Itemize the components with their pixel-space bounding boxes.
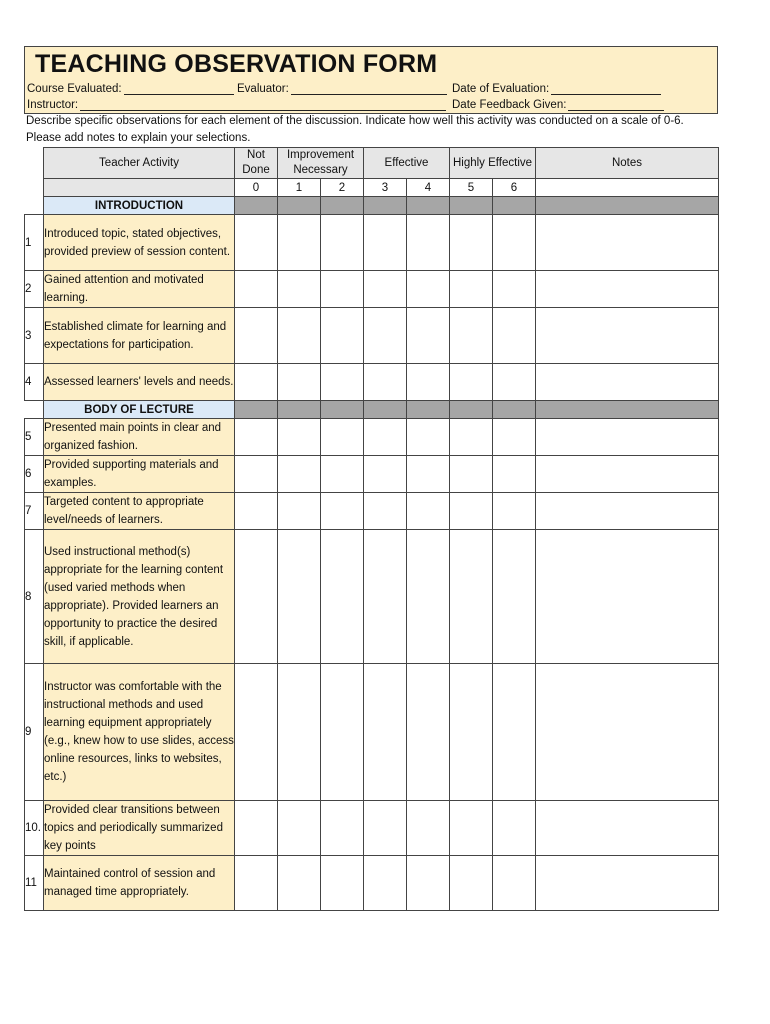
row-number: 4 [25,364,44,401]
rating-cell[interactable] [407,530,450,664]
rating-cell[interactable] [450,664,493,801]
rating-cell[interactable] [450,271,493,308]
scale-0: 0 [235,179,278,197]
rating-cell[interactable] [407,801,450,856]
section-shade [536,197,719,215]
rating-cell[interactable] [364,530,407,664]
rating-cell[interactable] [364,308,407,364]
rating-cell[interactable] [235,271,278,308]
activity-text: Presented main points in clear and organized fashion. [44,419,235,456]
rating-cell[interactable] [450,801,493,856]
rating-cell[interactable] [278,364,321,401]
rating-cell[interactable] [364,456,407,493]
section-shade [364,401,407,419]
notes-cell[interactable] [536,530,719,664]
rating-cell[interactable] [364,419,407,456]
form-title: TEACHING OBSERVATION FORM [35,50,438,78]
table-row [25,419,719,456]
scale-4: 4 [407,179,450,197]
section-shade [450,197,493,215]
date-of-evaluation-blank[interactable] [551,83,661,95]
activity-text: Used instructional method(s) appropriate for the learning content (used varied methods when appropriate). Provided learners an opportunity to practice the desired skill, if applicable. [44,530,235,664]
rating-cell[interactable] [493,856,536,911]
section-row [25,401,719,419]
course-evaluated-field[interactable] [27,83,234,95]
notes-cell[interactable] [536,856,719,911]
blank-corner [25,148,44,197]
section-title-body-of-lecture: BODY OF LECTURE [44,401,235,419]
row-number: 10. [25,801,44,856]
notes-cell[interactable] [536,271,719,308]
rating-cell[interactable] [278,493,321,530]
header-teacher-activity: Teacher Activity [44,148,235,179]
row-number: 9 [25,664,44,801]
date-feedback-label: Date Feedback Given: [452,99,567,111]
rating-cell[interactable] [450,530,493,664]
course-evaluated-blank[interactable] [124,83,234,95]
activity-text: Instructor was comfortable with the instructional methods and used learning equipment appropriately (e.g., knew how to use slides, access online resources, links to websites, etc.) [44,664,235,801]
rating-cell[interactable] [235,856,278,911]
rating-cell[interactable] [407,419,450,456]
activity-text: Introduced topic, stated objectives, provided preview of session content. [44,215,235,271]
rating-cell[interactable] [235,801,278,856]
rating-cell[interactable] [278,419,321,456]
notes-cell[interactable] [536,493,719,530]
notes-cell[interactable] [536,419,719,456]
rating-cell[interactable] [493,493,536,530]
notes-cell[interactable] [536,456,719,493]
rating-cell[interactable] [235,308,278,364]
rating-cell[interactable] [321,419,364,456]
row-number: 8 [25,530,44,664]
instructor-blank[interactable] [80,99,446,111]
rating-cell[interactable] [407,271,450,308]
rating-cell[interactable] [278,215,321,271]
observation-table [24,147,719,911]
header-not-done [235,148,278,179]
rating-cell[interactable] [450,456,493,493]
rating-cell[interactable] [321,308,364,364]
table-row [25,456,719,493]
date-feedback-blank[interactable] [568,99,664,111]
section-shade [321,197,364,215]
notes-cell[interactable] [536,801,719,856]
rating-cell[interactable] [493,530,536,664]
instructions-line-2: Please add notes to explain your selections. [26,132,251,144]
evaluator-field[interactable] [237,83,447,95]
rating-cell[interactable] [493,664,536,801]
rating-cell[interactable] [235,215,278,271]
rating-cell[interactable] [407,215,450,271]
header-improvement-line1: Improvement [286,149,355,161]
activity-text: Maintained control of session and managed time appropriately. [44,856,235,911]
activity-text: Gained attention and motivated learning. [44,271,235,308]
rating-cell[interactable] [321,364,364,401]
row-number: 3 [25,308,44,364]
rating-cell[interactable] [493,308,536,364]
section-shade [278,401,321,419]
rating-cell[interactable] [321,493,364,530]
section-shade [536,401,719,419]
section-shade [278,197,321,215]
rating-cell[interactable] [321,856,364,911]
rating-cell[interactable] [493,364,536,401]
activity-text: Targeted content to appropriate level/needs of learners. [44,493,235,530]
rating-cell[interactable] [278,308,321,364]
rating-cell[interactable] [450,856,493,911]
table-row [25,856,719,911]
rating-cell[interactable] [407,308,450,364]
section-shade [407,401,450,419]
header-row [25,148,719,179]
scale-row-blank [44,179,235,197]
section-shade [407,197,450,215]
section-shade [364,197,407,215]
rating-cell[interactable] [235,664,278,801]
activity-text: Provided supporting materials and examples. [44,456,235,493]
table-row [25,215,719,271]
rating-cell[interactable] [493,215,536,271]
rating-cell[interactable] [407,456,450,493]
rating-cell[interactable] [364,271,407,308]
row-number: 1 [25,215,44,271]
section-shade [493,197,536,215]
section-spacer [25,401,44,419]
rating-cell[interactable] [493,419,536,456]
rating-cell[interactable] [450,364,493,401]
course-evaluated-label: Course Evaluated: [27,83,122,95]
row-number: 7 [25,493,44,530]
row-number: 11 [25,856,44,911]
form-header [24,46,718,114]
instructor-label: Instructor: [27,99,79,111]
rating-cell[interactable] [493,456,536,493]
evaluator-blank[interactable] [291,83,447,95]
header-effective: Effective [364,148,450,179]
scale-notes-blank [536,179,719,197]
header-not-done-line1: Not [247,149,265,161]
table-row [25,801,719,856]
scale-6: 6 [493,179,536,197]
date-of-evaluation-field[interactable] [452,83,661,95]
evaluator-label: Evaluator: [237,83,289,95]
section-shade [321,401,364,419]
scale-2: 2 [321,179,364,197]
rating-cell[interactable] [364,364,407,401]
header-improvement-line2: Necessary [293,164,348,176]
activity-text: Established climate for learning and expectations for participation. [44,308,235,364]
rating-cell[interactable] [407,493,450,530]
table-row [25,664,719,801]
rating-cell[interactable] [321,456,364,493]
instructor-field[interactable] [27,99,446,111]
rating-cell[interactable] [235,493,278,530]
header-improvement-necessary [278,148,364,179]
table-row [25,271,719,308]
row-number: 5 [25,419,44,456]
header-not-done-line2: Done [242,164,270,176]
notes-cell[interactable] [536,308,719,364]
rating-cell[interactable] [493,271,536,308]
table-row [25,364,719,401]
header-notes: Notes [536,148,719,179]
scale-row [25,179,719,197]
section-title-introduction: INTRODUCTION [44,197,235,215]
notes-cell[interactable] [536,364,719,401]
rating-cell[interactable] [278,271,321,308]
section-shade [235,197,278,215]
rating-cell[interactable] [364,215,407,271]
rating-cell[interactable] [235,364,278,401]
rating-cell[interactable] [450,493,493,530]
section-shade [493,401,536,419]
rating-cell[interactable] [407,364,450,401]
rating-cell[interactable] [278,856,321,911]
header-highly-effective: Highly Effective [450,148,536,179]
rating-cell[interactable] [321,530,364,664]
rating-cell[interactable] [364,801,407,856]
rating-cell[interactable] [321,664,364,801]
table-row [25,493,719,530]
rating-cell[interactable] [278,456,321,493]
rating-cell[interactable] [450,215,493,271]
notes-cell[interactable] [536,664,719,801]
rating-cell[interactable] [364,664,407,801]
rating-cell[interactable] [321,215,364,271]
scale-3: 3 [364,179,407,197]
rating-cell[interactable] [278,664,321,801]
instructions-line-1: Describe specific observations for each element of the discussion. Indicate how well this activity was conducted on a scale of 0-6. [26,115,684,127]
scale-1: 1 [278,179,321,197]
rating-cell[interactable] [321,271,364,308]
scale-5: 5 [450,179,493,197]
activity-text: Provided clear transitions between topics and periodically summarized key points [44,801,235,856]
rating-cell[interactable] [278,530,321,664]
section-shade [450,401,493,419]
rating-cell[interactable] [364,493,407,530]
activity-text: Assessed learners' levels and needs. [44,364,235,401]
date-feedback-field[interactable] [452,99,664,111]
date-of-evaluation-label: Date of Evaluation: [452,83,550,95]
rating-cell[interactable] [493,801,536,856]
rating-cell[interactable] [407,856,450,911]
section-shade [235,401,278,419]
table-row [25,530,719,664]
notes-cell[interactable] [536,215,719,271]
rating-cell[interactable] [450,308,493,364]
rating-cell[interactable] [321,801,364,856]
rating-cell[interactable] [235,419,278,456]
rating-cell[interactable] [407,664,450,801]
rating-cell[interactable] [235,530,278,664]
rating-cell[interactable] [278,801,321,856]
rating-cell[interactable] [235,456,278,493]
row-number: 2 [25,271,44,308]
section-row [25,197,719,215]
section-spacer [25,197,44,215]
table-row [25,308,719,364]
row-number: 6 [25,456,44,493]
rating-cell[interactable] [364,856,407,911]
rating-cell[interactable] [450,419,493,456]
